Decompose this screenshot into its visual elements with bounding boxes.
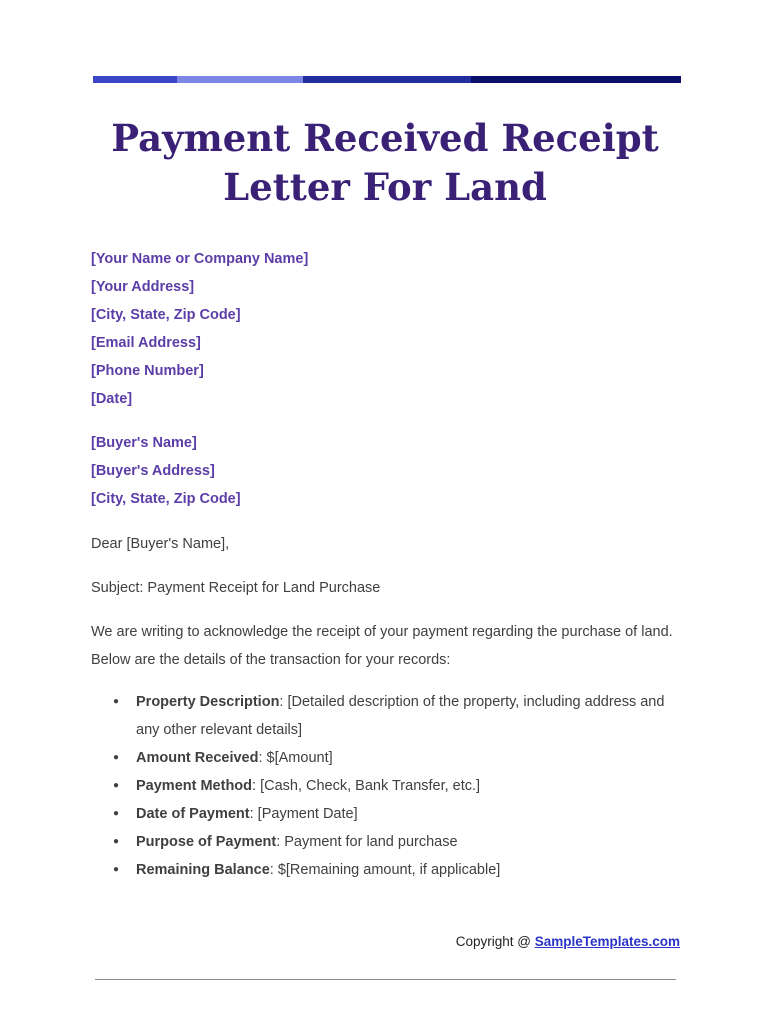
sampletemplates-link[interactable]: SampleTemplates.com [534, 934, 680, 949]
sender-address: [Your Address] [91, 279, 195, 295]
buyer-city-state-zip: [City, State, Zip Code] [91, 491, 241, 507]
bullet-icon: ● [113, 780, 120, 791]
header-decorative-bar [93, 76, 681, 83]
detail-term: Amount Received [136, 750, 259, 766]
copyright-notice [456, 934, 680, 949]
detail-term: Payment Method [136, 778, 253, 794]
recipient-address-block [91, 434, 241, 518]
detail-value: : [Detailed description of the property, including address and any other relevant details] [136, 694, 665, 738]
document-title: Payment Received Receipt Letter For Land [111, 116, 659, 209]
buyer-address: [Buyer's Address] [91, 463, 215, 479]
list-item [91, 800, 681, 828]
bullet-icon: ● [113, 752, 120, 763]
bullet-icon: ● [113, 864, 120, 875]
bullet-icon: ● [113, 696, 120, 707]
detail-term: Remaining Balance [136, 862, 270, 878]
sender-city-state-zip: [City, State, Zip Code] [91, 307, 241, 323]
header-bar-segment [177, 76, 303, 83]
buyer-name: [Buyer's Name] [91, 435, 197, 451]
sender-email: [Email Address] [91, 335, 201, 351]
salutation: Dear [Buyer's Name], [91, 536, 230, 552]
intro-paragraph: We are writing to acknowledge the receipt of your payment regarding the purchase of land. Below are the details of the transaction for your records: [91, 624, 673, 668]
list-item [91, 828, 681, 856]
header-bar-segment [471, 76, 681, 83]
list-item [91, 772, 681, 800]
detail-value: : [Payment Date] [249, 806, 358, 822]
list-item [91, 688, 681, 744]
letter-date: [Date] [91, 391, 133, 407]
list-item [91, 744, 681, 772]
sender-name: [Your Name or Company Name] [91, 251, 309, 267]
detail-value: : [Cash, Check, Bank Transfer, etc.] [252, 778, 481, 794]
bullet-icon: ● [113, 808, 120, 819]
detail-term: Purpose of Payment [136, 834, 277, 850]
detail-value: : $[Remaining amount, if applicable] [269, 862, 501, 878]
copyright-prefix: Copyright @ [455, 934, 535, 949]
sender-address-block [91, 250, 308, 418]
detail-value: : $[Amount] [258, 750, 333, 766]
sender-phone: [Phone Number] [91, 363, 204, 379]
list-item [91, 856, 681, 884]
detail-value: : Payment for land purchase [276, 834, 458, 850]
bullet-icon: ● [113, 836, 120, 847]
footer-divider [95, 979, 676, 980]
subject-line: Subject: Payment Receipt for Land Purchase [91, 580, 381, 596]
detail-term: Date of Payment [136, 806, 250, 822]
payment-details-list [91, 688, 681, 884]
detail-term: Property Description [136, 694, 280, 710]
header-bar-segment [303, 76, 471, 83]
header-bar-segment [93, 76, 177, 83]
